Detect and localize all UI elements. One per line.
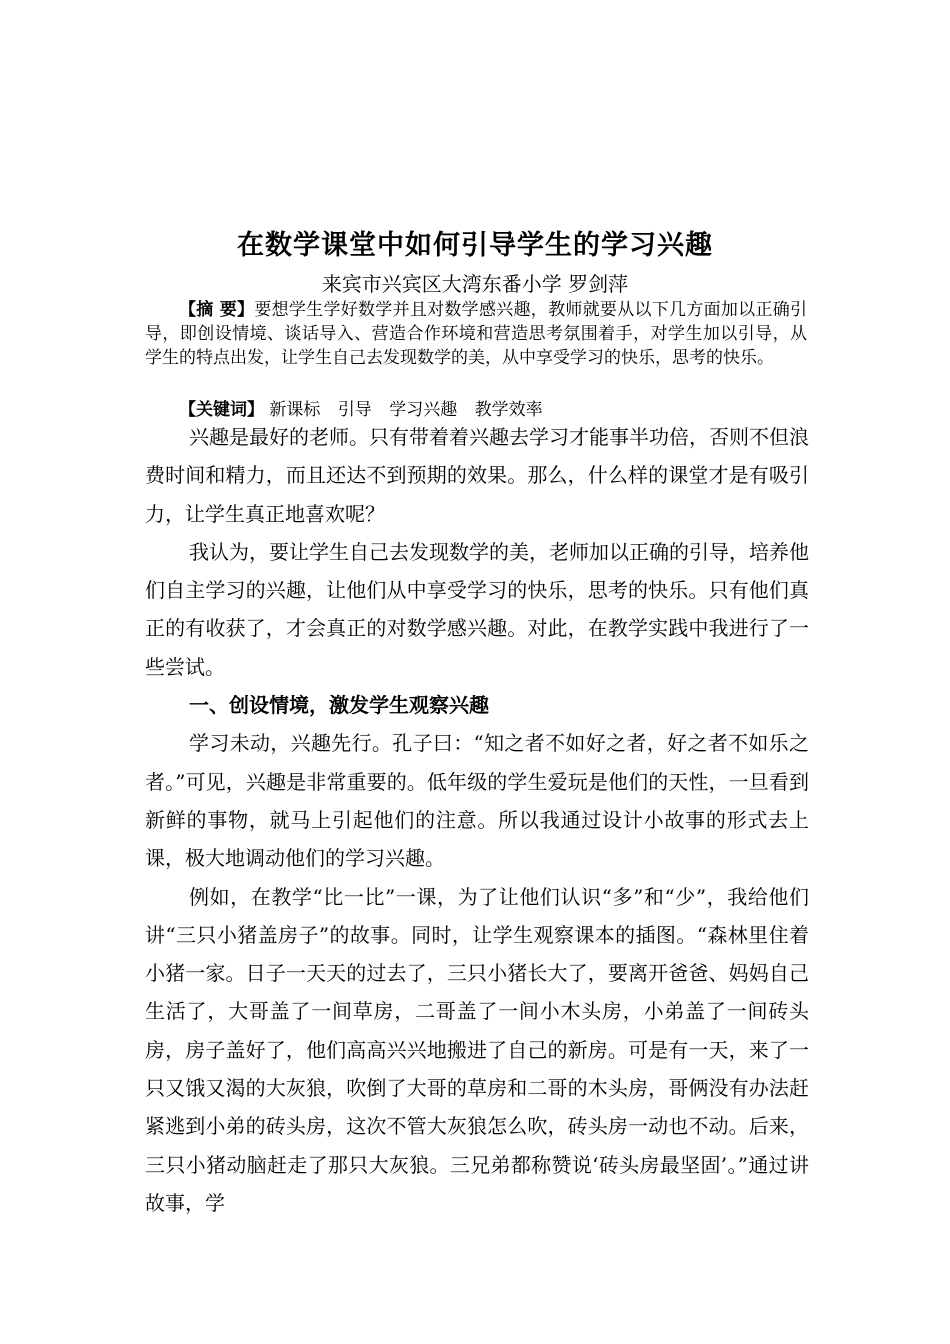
keywords-label: 【关键词】 [179,400,264,420]
page-title: 在数学课堂中如何引导学生的学习兴趣 [237,230,713,261]
keyword: 教学效率 [474,400,543,420]
abstract-text: 要想学生学好数学并且对数学感兴趣，教师就要从以下几方面加以正确引导，即创设情境、谈话导入、营造合作环境和营造思考氛围着手，对学生加以引导，从学生的特点出发，让学生自己去发现数学的美，从中享受学习的快乐，思考的快乐。 [145,300,808,368]
keyword: 新课标 [269,400,321,420]
body-text [145,418,809,1222]
paragraph: 我认为，要让学生自己去发现数学的美，老师加以正确的引导，培养他们自主学习的兴趣，让他们从中享受学习的快乐，思考的快乐。只有他们真正的有收获了，才会真正的对数学感兴趣。对此，在教学实践中我进行了一些尝试。 [145,539,809,679]
keyword: 学习兴趣 [389,400,458,420]
abstract-label: 【摘 要】 [179,300,255,320]
paragraph: 学习未动，兴趣先行。孔子曰：“知之者不如好之者，好之者不如乐之者。”可见，兴趣是非常重要的。低年级的学生爱玩是他们的天性，一旦看到新鲜的事物，就马上引起他们的注意。所以我通过设计小故事的形式去上课，极大地调动他们的学习兴趣。 [145,731,809,871]
author-line: 来宾市兴宾区大湾东番小学 罗剑萍 [321,272,629,296]
abstract [145,298,807,370]
section-heading: 一、创设情境，激发学生观察兴趣 [189,693,489,718]
keyword: 引导 [337,400,372,420]
paragraph: 例如，在教学“比一比”一课，为了让他们认识“多”和“少”，我给他们讲“三只小猪盖房子”的故事。同时，让学生观察课本的插图。“森林里住着小猪一家。日子一天天的过去了，三只小猪长大了，要离开爸爸、妈妈自己生活了，大哥盖了一间草房，二哥盖了一间小木头房，小弟盖了一间砖头房，房子盖好了，他们高高兴兴地搬进了自己的新房。可是有一天，来了一只又饿又渴的大灰狼，吹倒了大哥的草房和二哥的木头房，哥俩没有办法赶紧逃到小弟的砖头房，这次不管大灰狼怎么吹，砖头房一动也不动。后来，三只小猪动脑赶走了那只大灰狼。三兄弟都称赞说‘砖头房最坚固’。”通过讲故事，学 [145,884,809,1215]
paragraph: 兴趣是最好的老师。只有带着着兴趣去学习才能事半功倍，否则不但浪费时间和精力，而且还达不到预期的效果。那么，什么样的课堂才是有吸引力，让学生真正地喜欢呢？ [145,425,809,526]
